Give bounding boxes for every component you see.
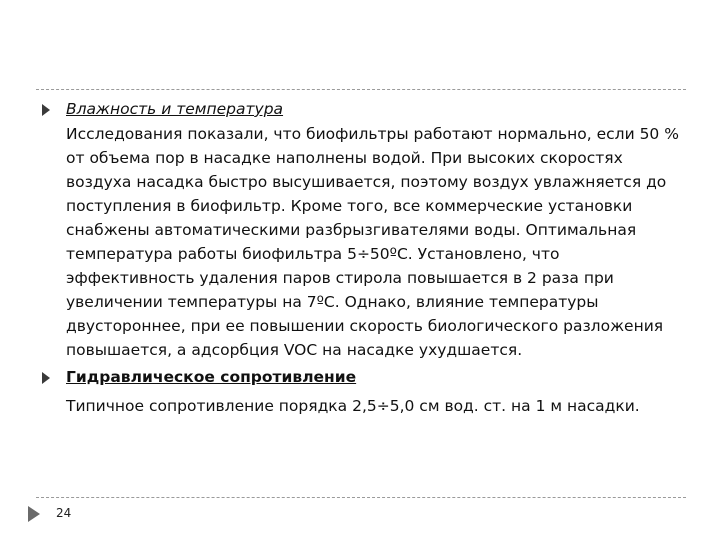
- bottom-divider: [36, 497, 686, 498]
- section-heading-resistance: Гидравлическое сопротивление: [66, 368, 357, 386]
- bullet-arrow-icon: [42, 372, 50, 384]
- top-divider: [36, 89, 686, 90]
- bullet-arrow-icon: [42, 104, 50, 116]
- section-body-resistance: Типичное сопротивление порядка 2,5÷5,0 см вод. ст. на 1 м насадки.: [66, 397, 640, 415]
- section-body-humidity: Исследования показали, что биофильтры работают нормально, если 50 % от объема пор в насадке наполнены водой. При высоких скоростях воздуха насадка быстро высушивается, поэтому воздух увлажняется до поступления в биофильтр. Кроме того, все коммерческие установки снабжены автоматическими разбрызгивателями воды. Оптимальная температура работы биофильтра 5÷50ºС. Установлено, что эффективность удаления паров стирола повышается в 2 раза при увеличении температуры на 7ºС. Однако, влияние температуры двустороннее, при ее повышении скорость биологического разложения повышается, а адсорбция VOC на насадке ухудшается.: [66, 125, 679, 359]
- slide-content: [42, 96, 682, 418]
- page-number: 24: [56, 506, 72, 520]
- bullet-humidity-temperature: [42, 96, 682, 122]
- bullet-hydraulic-resistance: [42, 364, 682, 390]
- corner-triangle-icon: [28, 506, 40, 522]
- section-heading-humidity: Влажность и температура: [66, 100, 284, 118]
